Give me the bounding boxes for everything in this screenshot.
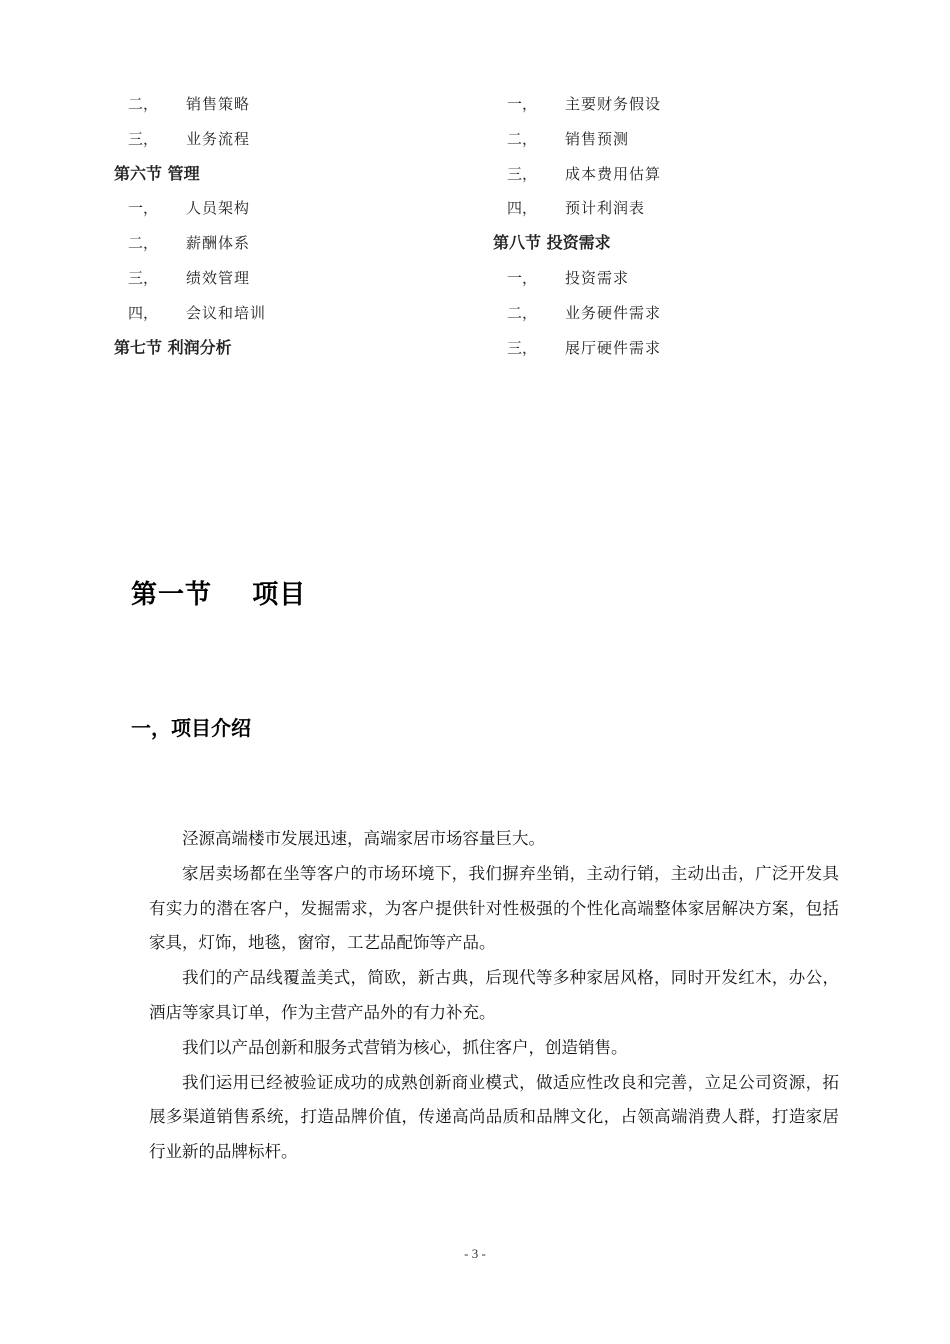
toc-section-label: 第六节 管理: [114, 163, 200, 183]
toc-item-label: 销售策略: [186, 95, 251, 113]
toc-item-number: 四，: [128, 303, 159, 322]
toc-item-number: 三，: [128, 129, 159, 148]
toc-item-number: 一，: [128, 199, 159, 218]
toc-item-number: 二，: [128, 95, 159, 113]
body-text: [149, 822, 839, 1170]
toc-item-label: 销售预测: [565, 129, 630, 148]
toc-item-number: 二，: [507, 303, 538, 322]
toc-item-label: 人员架构: [186, 199, 251, 218]
page-number: - 3 -: [464, 1246, 486, 1261]
paragraph: 我们运用已经被验证成功的成熟创新商业模式，做适应性改良和完善，立足公司资源，拓展多渠道销售系统，打造品牌价值，传递高尚品质和品牌文化，占领高端消费人群，打造家居行业新的品牌标杆。: [149, 1072, 839, 1162]
paragraph: 我们以产品创新和服务式营销为核心，抓住客户，创造销售。: [182, 1037, 628, 1057]
toc-item-label: 薪酬体系: [186, 234, 251, 253]
toc-section-label: 第八节 投资需求: [493, 233, 611, 253]
toc-item-number: 二，: [507, 129, 538, 148]
toc-item-label: 主要财务假设: [565, 95, 662, 113]
toc-item-number: 三，: [128, 268, 159, 287]
toc-item-number: 二，: [128, 234, 159, 253]
subsection-title: 一，项目介绍: [131, 716, 251, 740]
toc-item-number: 四，: [507, 199, 538, 218]
toc-item-number: 三，: [507, 338, 538, 357]
section-title: 第一节 项目: [131, 580, 307, 610]
toc-item-label: 业务流程: [186, 129, 251, 148]
toc-item-number: 一，: [507, 268, 538, 287]
paragraph: 泾源高端楼市发展迅速，高端家居市场容量巨大。: [182, 829, 545, 848]
paragraph: 家居卖场都在坐等客户的市场环境下，我们摒弃坐销，主动行销，主动出击，广泛开发具有实力的潜在客户，发掘需求，为客户提供针对性极强的个性化高端整体家居解决方案，包括家具，灯饰，地毯，窗帘，工艺品配饰等产品。: [149, 863, 839, 953]
toc-item-number: 三，: [507, 164, 538, 183]
toc-item-label: 成本费用估算: [565, 164, 662, 183]
toc-item-label: 绩效管理: [186, 268, 251, 287]
toc-item-number: 一，: [507, 95, 538, 113]
toc-section-label: 第七节 利润分析: [114, 337, 232, 357]
toc-item-label: 投资需求: [565, 268, 630, 287]
toc-item-label: 会议和培训: [186, 303, 267, 322]
toc-item-label: 预计利润表: [565, 199, 646, 218]
toc-item-label: 展厅硬件需求: [565, 338, 662, 357]
paragraph: 我们的产品线覆盖美式，简欧，新古典，后现代等多种家居风格，同时开发红木，办公，酒店等家具订单，作为主营产品外的有力补充。: [149, 968, 839, 1022]
toc-item-label: 业务硬件需求: [565, 303, 662, 322]
